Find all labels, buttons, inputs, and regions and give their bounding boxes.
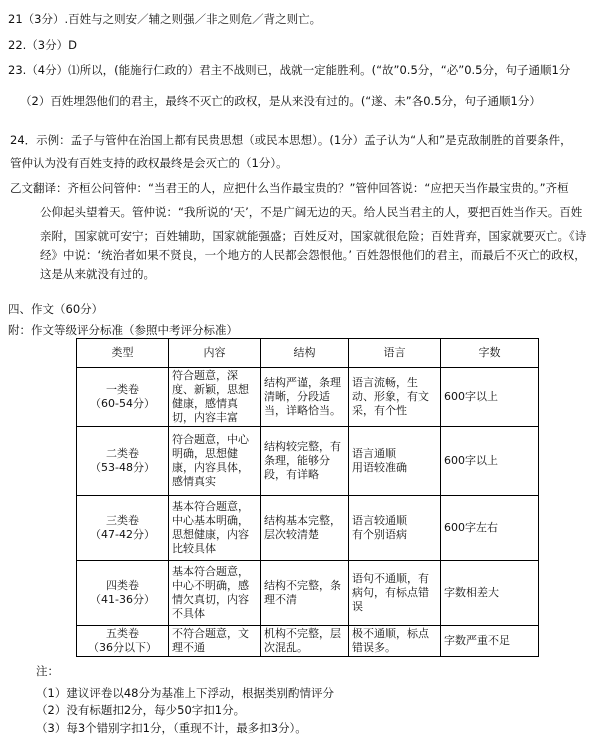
table-row: [77, 626, 539, 657]
translation-line4: 经》中说：‘统治者如果不贤良，一个地方的人民都会怨恨他。’ 百姓怨恨他们的君主，而最后不灭亡的政权，: [40, 248, 586, 262]
language-cell: 语句不通顺，有病句，有标点错误: [349, 561, 441, 626]
notes-title: 注：: [36, 664, 59, 678]
answer-q24-line1: 24．示例：孟子与管仲在治国上都有民贵思想（或民本思想）。(1分）孟子认为“人和”是克敌制胜的首要条件，: [10, 133, 572, 147]
language-cell: 语言通顺 用语较准确: [349, 427, 441, 496]
section-title: 四、作文（60分）: [8, 302, 104, 316]
structure-cell: 结构基本完整，层次较清楚: [261, 496, 349, 561]
table-row: [77, 496, 539, 561]
structure-cell: 结构不完整，条理不清: [261, 561, 349, 626]
language-cell: 语言较通顺 有个别语病: [349, 496, 441, 561]
note-item: （2）没有标题扣2分，每少50字扣1分。: [36, 703, 246, 717]
grading-rubric-table: [76, 338, 539, 657]
structure-cell: 机构不完整，层次混乱。: [261, 626, 349, 657]
type-cell: 四类卷 （41-36分）: [77, 561, 169, 626]
translation-line3: 亲附，国家就可安宁；百姓辅助，国家就能强盛；百姓反对，国家就很危险；百姓背弃，国家就要灭亡。《诗: [40, 229, 587, 243]
answer-q23-line2: （2）百姓埋怨他们的君主，最终不灭亡的政权，是从来没有过的。(“遂、未”各0.5分，句子通顺1分）: [20, 94, 541, 108]
header-structure: 结构: [261, 339, 349, 368]
translation-line5: 这是从来就没有过的。: [40, 267, 155, 281]
type-cell: 五类卷 （36分以下）: [77, 626, 169, 657]
words-cell: 字数相差大: [441, 561, 539, 626]
type-cell: 二类卷 （53-48分）: [77, 427, 169, 496]
table-row: [77, 368, 539, 427]
words-cell: 600字以上: [441, 427, 539, 496]
content-cell: 符合题意，深度、新颖，思想健康，感情真切，内容丰富: [169, 368, 261, 427]
translation-line2: 公仰起头望着天。管仲说：“我所说的‘天’，不是广阔无边的天。给人民当君主的人，要把百姓当作天。百姓: [40, 205, 583, 219]
structure-cell: 结构严谨，条理清晰，分段适当，详略恰当。: [261, 368, 349, 427]
answer-q23-line1: 23.（4分）⑴所以，(能施行仁政的）君主不战则已，战就一定能胜利。(“故”0.5分，“必”0.5分，句子通顺1分: [8, 63, 571, 77]
header-language: 语言: [349, 339, 441, 368]
answer-q21: 21（3分）.百姓与之则安／辅之则强／非之则危／背之则亡。: [8, 12, 322, 26]
answer-q24-line2: 管仲认为没有百姓支持的政权最终是会灭亡的（1分）。: [10, 156, 288, 170]
words-cell: 600字左右: [441, 496, 539, 561]
header-type: 类型: [77, 339, 169, 368]
type-cell: 一类卷 （60-54分）: [77, 368, 169, 427]
table-row: [77, 561, 539, 626]
translation-line1: 乙文翻译：齐桓公问管仲：“当君王的人，应把什么当作最宝贵的？”管仲回答说：“应把天当作最宝贵的。”齐桓: [10, 181, 569, 195]
content-cell: 符合题意，中心明确，思想健康，内容具体，感情真实: [169, 427, 261, 496]
attachment-title: 附：作文等级评分标准（参照中考评分标准）: [8, 323, 238, 337]
header-words: 字数: [441, 339, 539, 368]
language-cell: 语言流畅，生动、形象，有文采，有个性: [349, 368, 441, 427]
header-content: 内容: [169, 339, 261, 368]
answer-q22: 22.（3分）D: [8, 38, 77, 52]
content-cell: 不符合题意，文理不通: [169, 626, 261, 657]
content-cell: 基本符合题意，中心不明确，感情欠真切，内容不具体: [169, 561, 261, 626]
language-cell: 极不通顺，标点错误多。: [349, 626, 441, 657]
type-cell: 三类卷 （47-42分）: [77, 496, 169, 561]
content-cell: 基本符合题意，中心基本明确，思想健康，内容比较具体: [169, 496, 261, 561]
note-item: （3）每3个错别字扣1分，（重现不计，最多扣3分）。: [36, 721, 307, 735]
table-row: [77, 427, 539, 496]
words-cell: 字数严重不足: [441, 626, 539, 657]
table-header-row: [77, 339, 539, 368]
words-cell: 600字以上: [441, 368, 539, 427]
note-item: （1）建议评卷以48分为基准上下浮动，根据类别酌情评分: [36, 686, 334, 700]
structure-cell: 结构较完整，有条理，能够分段，有详略: [261, 427, 349, 496]
